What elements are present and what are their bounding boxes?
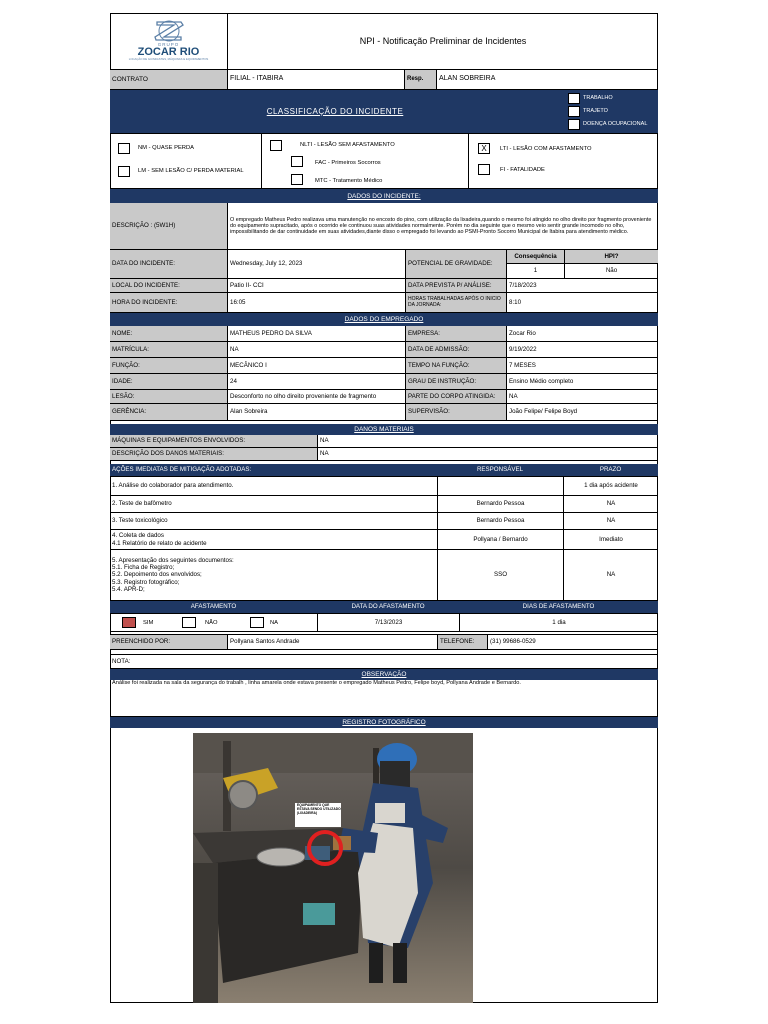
filled-by-row — [110, 634, 658, 650]
checkbox-nm[interactable] — [118, 143, 130, 154]
phone-label: TELEFONE: — [437, 635, 487, 649]
leave-header-row — [110, 601, 658, 614]
leave-na-label: NA — [270, 620, 279, 626]
time-row — [110, 293, 658, 313]
age-label: IDADE: — [110, 374, 227, 389]
leave-no-label: NÃO — [205, 620, 218, 626]
action-row — [110, 550, 658, 601]
severity-header — [506, 250, 658, 264]
checkbox-lti[interactable]: X — [478, 143, 490, 154]
incident-types-block — [110, 134, 658, 189]
checkbox-nlti[interactable] — [270, 140, 282, 151]
divider — [468, 134, 469, 188]
company-value: Zocar Rio — [506, 326, 658, 341]
actions-header-action: AÇÕES IMEDIATAS DE MITIGAÇÃO ADOTADAS: — [112, 466, 252, 474]
date-value: Wednesday, July 12, 2023 — [227, 250, 405, 278]
incident-section-title: DADOS DO INCIDENTE: — [110, 189, 658, 203]
location-label: LOCAL DO INCIDENTE: — [110, 279, 227, 292]
supervision-label: SUPERVISÃO: — [405, 404, 506, 420]
action-text: 3. Teste toxicológico — [112, 517, 168, 525]
type-nm-label: NM - QUASE PERDA — [138, 145, 195, 151]
classification-title: CLASSIFICAÇÃO DO INCIDENTE — [266, 107, 404, 116]
checkbox-leave-yes[interactable] — [122, 617, 136, 628]
role-value: MECÂNICO I — [227, 358, 405, 373]
registration-value: NA — [227, 342, 405, 357]
role-time-label: TEMPO NA FUNÇÃO: — [405, 358, 506, 373]
body-part-label: PARTE DO CORPO ATINGIDA: — [405, 390, 506, 403]
note-label: NOTA: — [112, 657, 131, 665]
checkbox-lm[interactable] — [118, 166, 130, 177]
action-row — [110, 530, 658, 550]
leave-date-header: DATA DO AFASTAMENTO — [351, 603, 425, 611]
description-text: O empregado Matheus Pedro realizava uma manutenção no encosto do pino, com utilização da lixadeira,quando o mesmo foi atingido no olho direito por fragmento proveniente do equipamento supracitado, após o ocorrido ele continuou suas atividades normalmente. Porém no dia seguinte que o mesmo veio sentir grande incomodo no olho, impossibilitando de dar continuidade em suas atividades,diante disso o empregado foi levando ao PSMI-Pronto Socorro Municipal de Itabira para atendimento médico. — [227, 203, 658, 249]
company-label: EMPRESA: — [405, 326, 506, 341]
logo-group-text: GRUPO — [157, 42, 180, 48]
hours-label: HORAS TRABALHADAS APÓS O INICIO DA JORNADA: — [405, 293, 506, 312]
name-value: MATHEUS PEDRO DA SILVA — [227, 326, 405, 341]
contract-row — [110, 70, 658, 90]
note-row — [110, 654, 658, 669]
action-responsible: Bernardo Pessoa — [437, 496, 563, 512]
analysis-value: 7/18/2023 — [506, 279, 658, 292]
option-trajeto: TRAJETO — [583, 108, 608, 114]
description-row — [110, 203, 658, 250]
leave-date-value: 7/13/2023 — [317, 614, 459, 631]
actions-header-deadline: PRAZO — [599, 466, 622, 474]
photo-section-title: REGISTRO FOTOGRÁFICO — [110, 717, 658, 728]
description-label: DESCRIÇÃO : (5W1H) — [110, 203, 227, 249]
logo-mark-icon — [152, 20, 186, 42]
date-row — [110, 250, 658, 279]
machines-row — [110, 435, 658, 448]
management-value: Alan Sobreira — [227, 404, 405, 420]
employee-row-5 — [110, 390, 658, 404]
leave-days-value: 1 dia — [459, 614, 658, 631]
actions-header-responsible: RESPONSÁVEL — [476, 466, 524, 474]
age-value: 24 — [227, 374, 405, 389]
action-deadline: NA — [563, 550, 658, 600]
role-label: FUNÇÃO: — [110, 358, 227, 373]
type-lti-label: LTI - LESÃO COM AFASTAMENTO — [500, 146, 592, 152]
action-responsible: Pollyana / Bernardo — [437, 530, 563, 549]
leave-header: AFASTAMENTO — [190, 603, 237, 611]
photo-annotation: EQUIPAMENTO QUE ESTAVA SENDO UTILIZADO (LIXADEIRA) — [297, 803, 341, 815]
machines-value: NA — [317, 435, 658, 447]
damage-description-label: DESCRIÇÃO DOS DANOS MATERIAIS: — [110, 448, 317, 460]
divider — [261, 134, 262, 188]
action-text: 5. Apresentação dos seguintes documentos: 5.1. Ficha de Registro; 5.2. Depoimento dos envolvidos; 5.3. Registro fotográfico; 5.4. APR-D; — [112, 557, 234, 593]
material-section-title: DANOS MATERIAIS — [110, 424, 658, 435]
location-value: Patio II- CCI — [227, 279, 405, 292]
employee-row-2 — [110, 342, 658, 358]
action-deadline: Imediato — [563, 530, 658, 549]
option-doenca: DOENÇA OCUPACIONAL — [583, 121, 648, 127]
workshop-photo — [193, 733, 473, 1003]
time-label: HORA DO INCIDENTE: — [110, 293, 227, 312]
type-fac-label: FAC - Primeiros Socorros — [315, 160, 381, 166]
action-row — [110, 477, 658, 496]
severity-values — [506, 264, 658, 278]
contract-value: FILIAL - ITABIRA — [227, 70, 404, 89]
name-label: NOME: — [110, 326, 227, 341]
logo-tagline-text: LOCAÇÃO DE GUINDASTES, MÁQUINAS E EQUIPAMENTOS — [128, 57, 209, 62]
contract-label: CONTRATO — [110, 70, 227, 89]
filled-by-label: PREENCHIDO POR: — [110, 635, 227, 649]
action-deadline: 1 dia após acidente — [563, 477, 658, 495]
leave-values-row — [110, 614, 658, 632]
company-logo — [110, 13, 227, 69]
damage-description-row — [110, 448, 658, 461]
header-row — [110, 13, 658, 70]
incident-photo — [193, 733, 473, 1003]
action-text: 1. Análise do colaborador para atendimento. — [112, 482, 234, 490]
resp-value: ALAN SOBREIRA — [436, 70, 658, 89]
action-deadline: NA — [563, 496, 658, 512]
registration-label: MATRÍCULA: — [110, 342, 227, 357]
action-text: 2. Teste de bafômetro — [112, 500, 172, 508]
phone-value: (31) 99686-0529 — [487, 635, 658, 649]
leave-days-header: DIAS DE AFASTAMENTO — [522, 603, 595, 611]
type-lm-label: LM - SEM LESÃO C/ PERDA MATERIAL — [138, 168, 244, 174]
hours-value: 8:10 — [506, 293, 658, 312]
time-value: 16:05 — [227, 293, 405, 312]
action-row — [110, 513, 658, 530]
type-fi-label: FI - FATALIDADE — [500, 167, 545, 173]
actions-header-row — [110, 464, 658, 477]
action-responsible — [437, 477, 563, 495]
checkbox-fac[interactable] — [291, 156, 303, 167]
hpi-label: HPI? — [564, 250, 658, 264]
injury-value: Desconforto no olho direito proveniente de fragmento — [227, 390, 405, 403]
admission-label: DATA DE ADMISSÃO: — [405, 342, 506, 357]
observation-title: OBSERVAÇÃO — [110, 669, 658, 680]
checkbox-trajeto[interactable] — [568, 106, 580, 117]
injury-label: LESÃO: — [110, 390, 227, 403]
filled-by-value: Pollyana Santos Andrade — [227, 635, 437, 649]
employee-row-1 — [110, 326, 658, 342]
checkbox-fi[interactable] — [478, 164, 490, 175]
action-responsible: Bernardo Pessoa — [437, 513, 563, 529]
role-time-value: 7 MESES — [506, 358, 658, 373]
checkbox-mtc[interactable] — [291, 174, 303, 185]
hpi-value: Não — [564, 264, 658, 278]
action-responsible: SSO — [437, 550, 563, 600]
admission-value: 9/19/2022 — [506, 342, 658, 357]
damage-description-value: NA — [317, 448, 658, 460]
management-label: GERÊNCIA: — [110, 404, 227, 420]
action-row — [110, 496, 658, 513]
classification-block — [110, 90, 658, 134]
body-part-value: NA — [506, 390, 658, 403]
resp-label: Resp. — [404, 70, 436, 89]
employee-row-3 — [110, 358, 658, 374]
checkbox-trabalho[interactable]: X — [568, 93, 580, 104]
machines-label: MÁQUINAS E EQUIPAMENTOS ENVOLVIDOS: — [110, 435, 317, 447]
checkbox-leave-na[interactable] — [250, 617, 264, 628]
consequence-value: 1 — [533, 267, 538, 275]
supervision-value: João Felipe/ Felipe Boyd — [506, 404, 658, 420]
education-label: GRAU DE INSTRUÇÃO: — [405, 374, 506, 389]
checkbox-leave-no[interactable] — [182, 617, 196, 628]
education-value: Ensino Médio completo — [506, 374, 658, 389]
type-mtc-label: MTC - Tratamento Médico — [315, 178, 383, 184]
severity-label: POTENCIAL DE GRAVIDADE: — [405, 250, 506, 278]
option-trabalho: TRABALHO — [583, 95, 613, 101]
employee-row-6 — [110, 404, 658, 421]
page-title: NPI - Notificação Preliminar de Incidentes — [227, 13, 658, 69]
date-label: DATA DO INCIDENTE: — [110, 250, 227, 278]
employee-section-title: DADOS DO EMPREGADO — [110, 313, 658, 326]
action-text: 4. Coleta de dados 4.1 Relatório de relato de acidente — [112, 532, 207, 547]
analysis-label: DATA PREVISTA P/ ANÁLISE: — [405, 279, 506, 292]
logo-name-text: ZOCAR RIO — [137, 46, 200, 59]
action-deadline: NA — [563, 513, 658, 529]
checkbox-doenca[interactable] — [568, 119, 580, 130]
type-nlti-label: NLTI - LESÃO SEM AFASTAMENTO — [300, 142, 395, 148]
leave-yes-label: SIM — [143, 620, 154, 626]
observation-text: Análise foi realizada na sala da segurança do trabalh , linha amarela onde estava presente o empregado Matheus Pedro, Felipe boyd, Pollyana Andrade e Bernardo. — [112, 680, 521, 686]
location-row — [110, 279, 658, 293]
consequence-label: Consequência — [507, 250, 564, 264]
employee-row-4 — [110, 374, 658, 390]
